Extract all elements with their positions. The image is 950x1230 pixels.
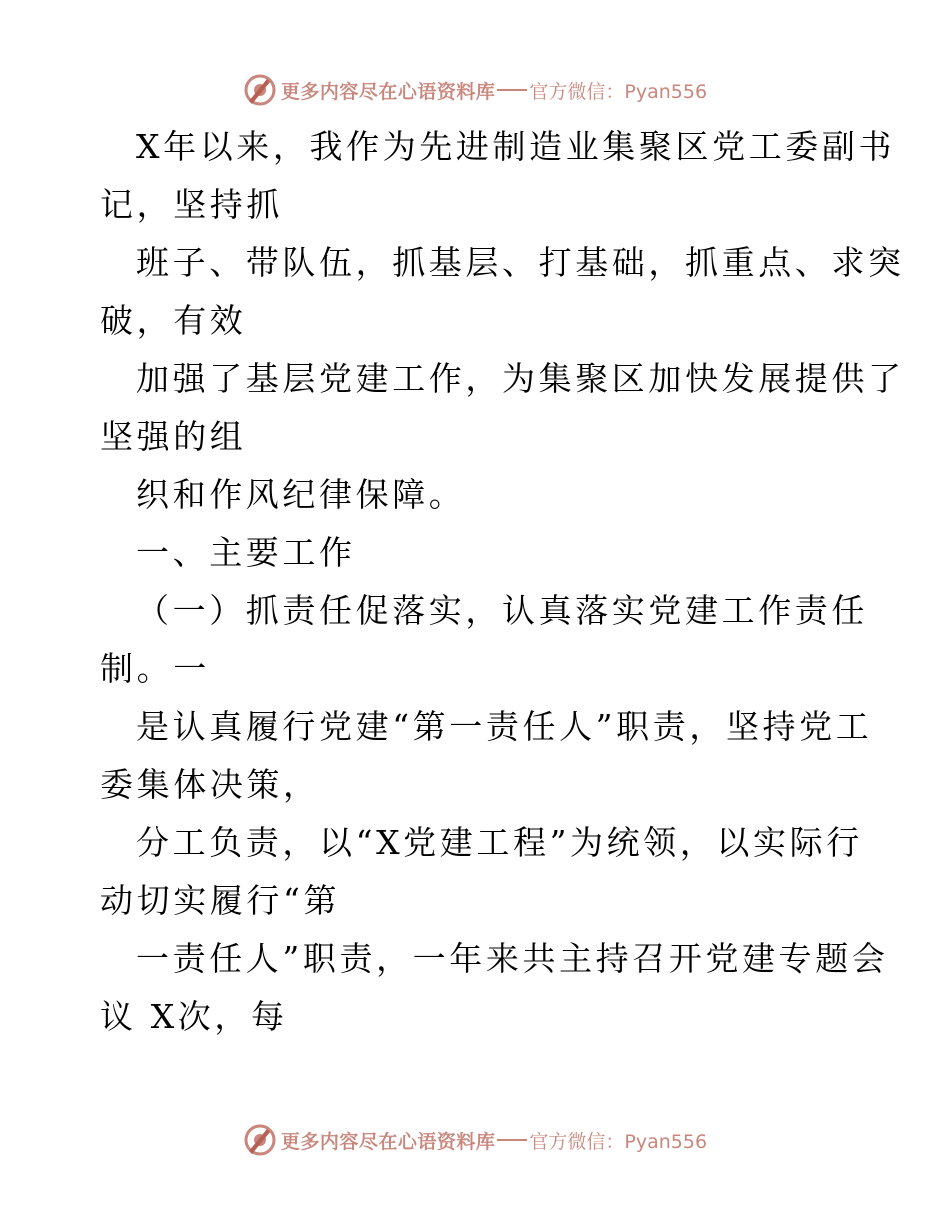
document-body xyxy=(100,118,905,1046)
paragraph xyxy=(100,466,860,524)
logo-icon xyxy=(243,1123,277,1157)
watermark-brand: 更多内容尽在心语资料库 xyxy=(280,80,496,103)
paragraph xyxy=(100,582,868,698)
watermark-divider xyxy=(497,89,527,91)
watermark-wechat: 官方微信：Pyan556 xyxy=(529,1130,708,1153)
paragraph xyxy=(100,698,873,814)
paragraph-line: 是认真履行党建“第一责任人”职责，坚持党工 xyxy=(136,707,873,746)
paragraph-line: 动切实履行“第 xyxy=(100,881,341,920)
paragraph-line: 破，有效 xyxy=(100,301,247,340)
watermark-wechat: 官方微信：Pyan556 xyxy=(529,80,708,103)
watermark-brand: 更多内容尽在心语资料库 xyxy=(280,1130,496,1153)
paragraph xyxy=(100,350,905,466)
paragraph-line: 坚强的组 xyxy=(100,417,247,456)
paragraph-line: 一责任人”职责，一年来共主持召开党建专题会 xyxy=(136,939,889,978)
paragraph-line: 制。一 xyxy=(100,649,210,688)
paragraph-line: 分工负责，以“X党建工程”为统领，以实际行 xyxy=(136,823,863,862)
paragraph-line: 织和作风纪律保障。 xyxy=(136,475,466,514)
paragraph-line: 记，坚持抓 xyxy=(100,185,283,224)
paragraph xyxy=(100,930,889,1046)
paragraph-line: X年以来，我作为先进制造业集聚区党工委副书 xyxy=(136,127,896,166)
logo-icon xyxy=(243,73,277,107)
paragraph-line: 议 X次，每 xyxy=(100,997,288,1036)
paragraph-line: 委集体决策， xyxy=(100,765,320,804)
paragraph-line: （一）抓责任促落实，认真落实党建工作责任 xyxy=(136,591,868,630)
paragraph xyxy=(100,814,863,930)
header-watermark xyxy=(0,70,950,110)
watermark-divider xyxy=(497,1139,527,1141)
paragraph-line: 加强了基层党建工作，为集聚区加快发展提供了 xyxy=(136,359,905,398)
paragraph xyxy=(100,118,896,234)
paragraph-line: 班子、带队伍，抓基层、打基础，抓重点、求突 xyxy=(136,243,905,282)
paragraph xyxy=(100,234,905,350)
footer-watermark xyxy=(0,1120,950,1160)
heading-line: 一、主要工作 xyxy=(136,533,356,572)
section-heading xyxy=(100,524,860,582)
